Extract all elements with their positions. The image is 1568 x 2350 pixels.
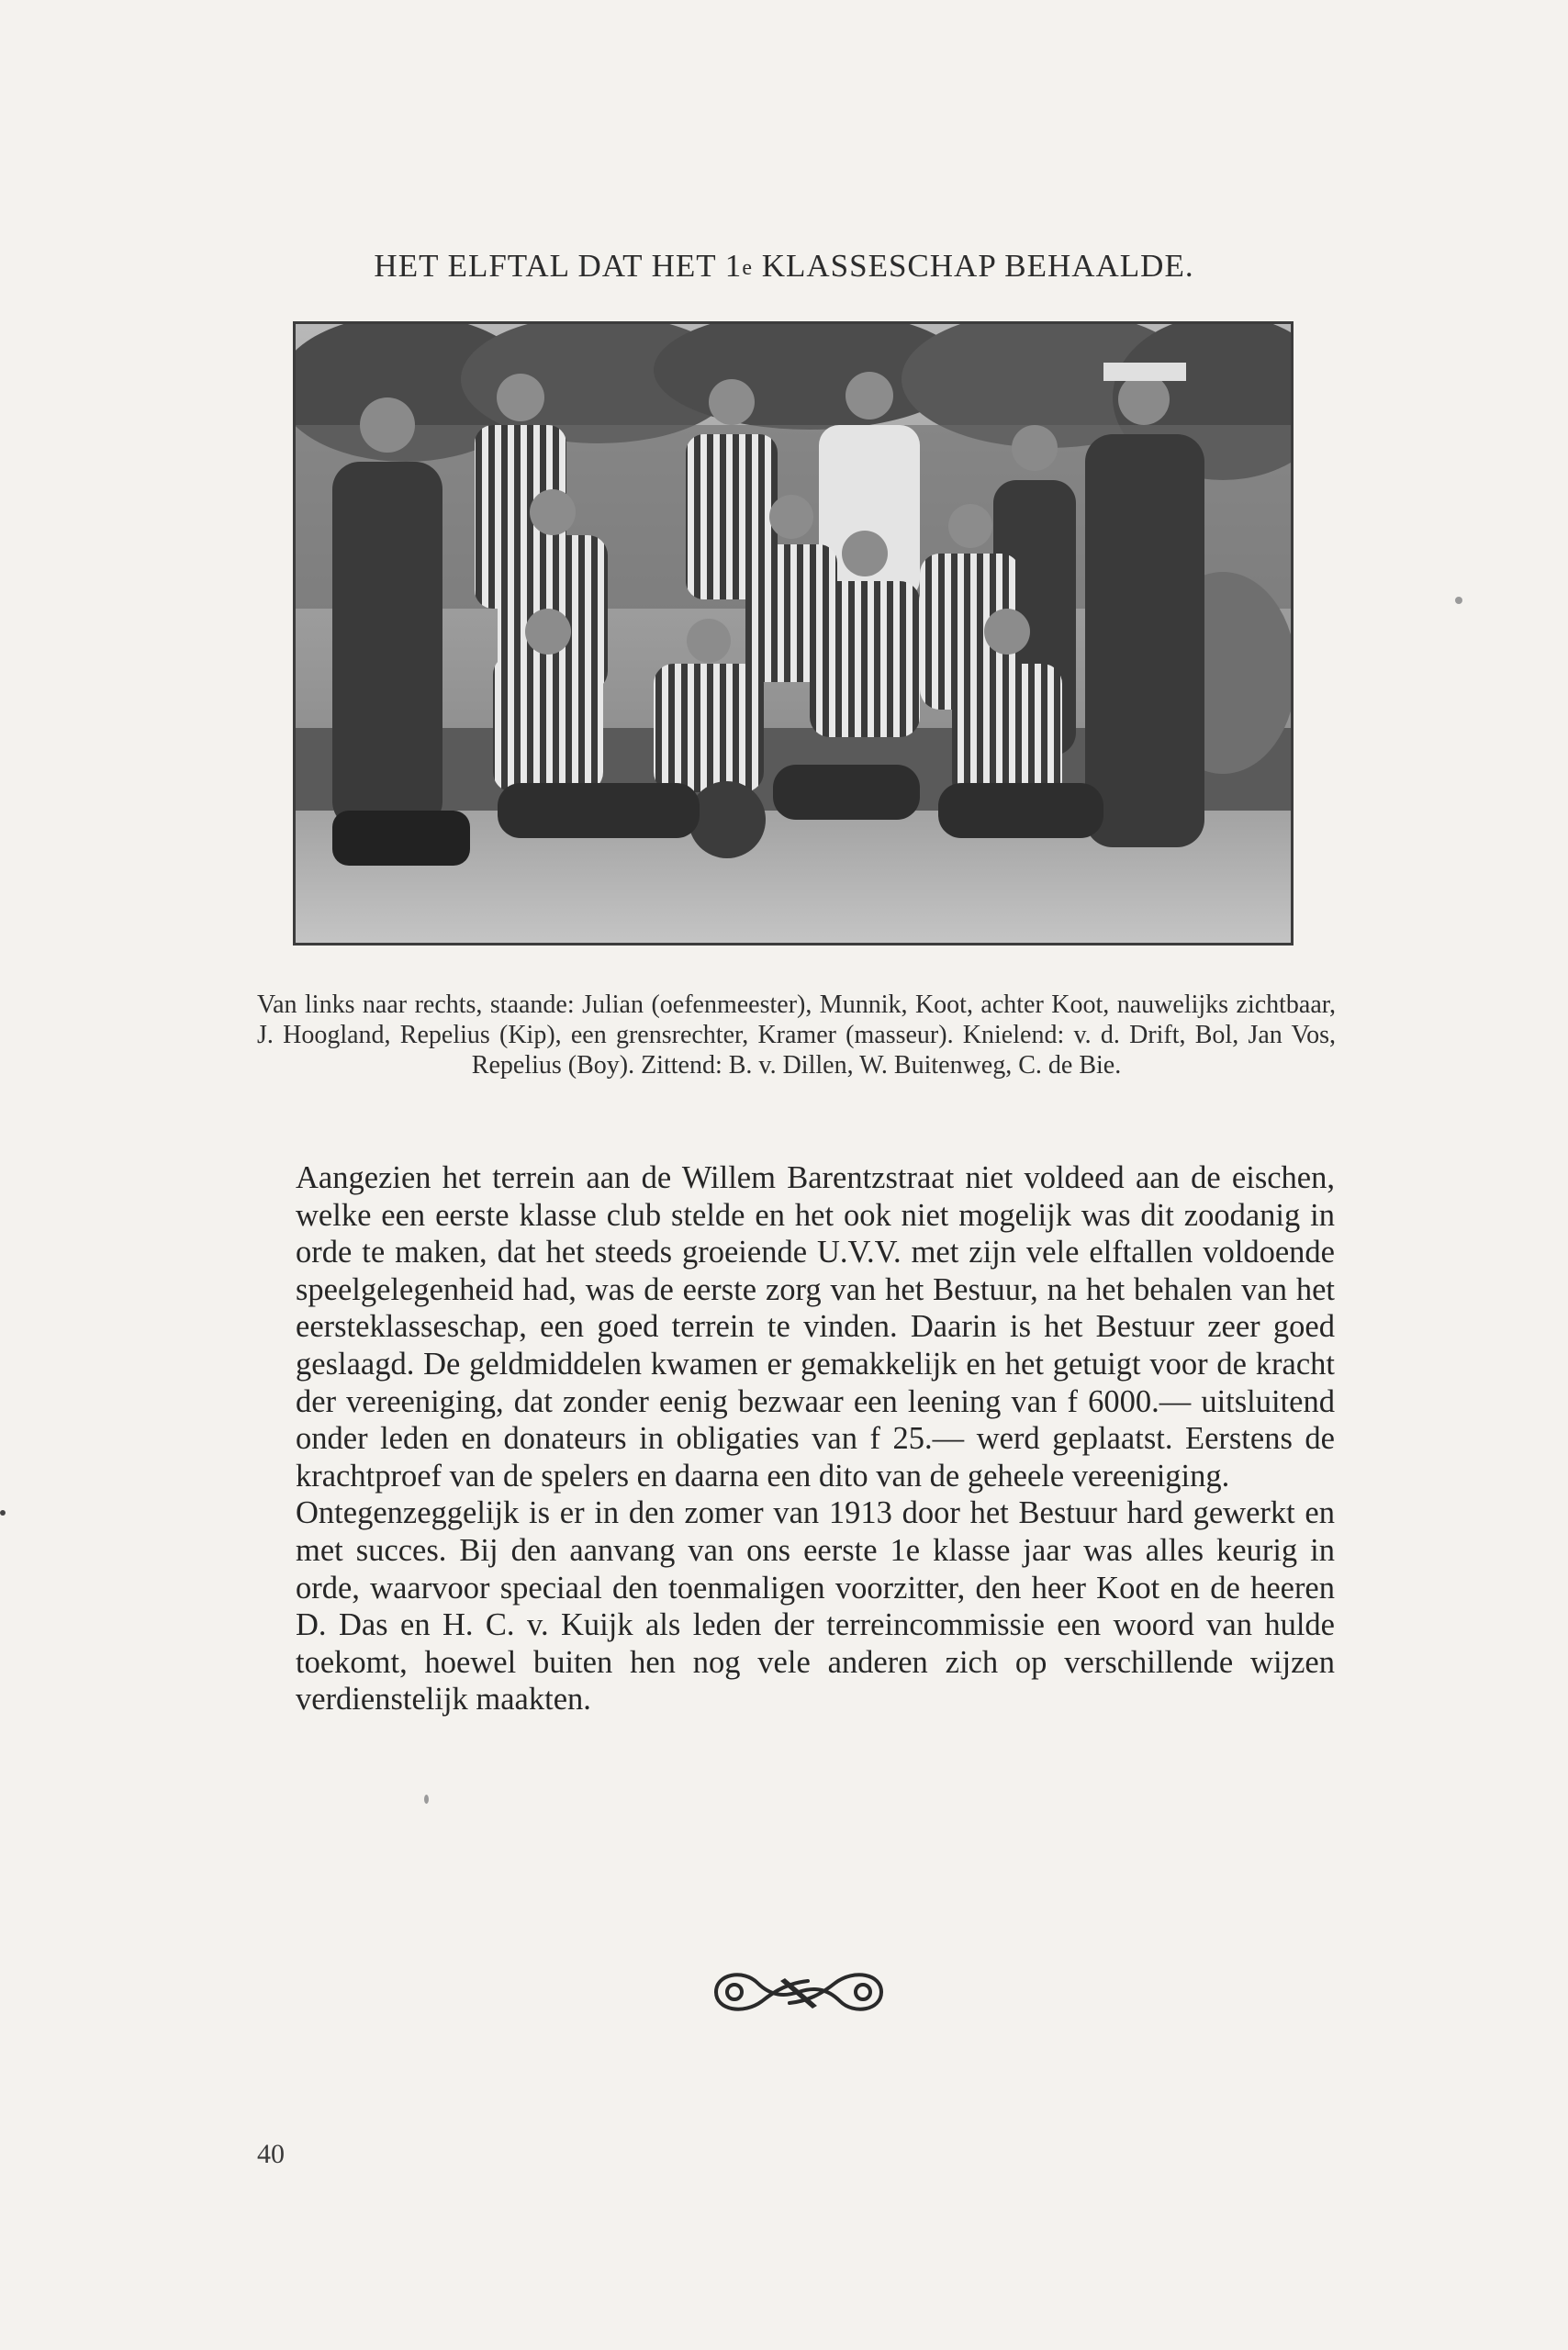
team-photo-icon [296,324,1291,943]
page-number: 40 [257,2139,285,2169]
paragraph-1: Aangezien het terrein aan de Willem Barentzstraat niet voldeed aan de eischen, welke een eerste klasse club stelde en het ook niet mogelijk was dit zoodanig in orde te maken, dat het steeds groeiende U.V.V. met zijn vele elftallen voldoende speelgelegenheid had, was de eerste zorg van het Bestuur, na het behalen van het eersteklasseschap, een goed terrein te vinden. Daarin is het Bestuur zeer goed geslaagd. De geldmiddelen kwamen er gemakkelijk en het getuigt voor de kracht der vereeniging, dat zonder eenig bezwaar een leening van f 6000.— uitsluitend onder leden en donateurs in obligaties van f 25.— werd geplaatst. Eerstens de krachtproef van de spelers en daarna een dito van de geheele vereeniging. [296,1160,1335,1494]
page-heading [0,248,1568,285]
team-photo [293,321,1294,946]
photo-caption: Van links naar rechts, staande: Julian (oefenmeester), Munnik, Koot, achter Koot, nauwelijks zichtbaar, J. Hoogland, Repelius (Kip), een grensrechter, Kramer (masseur). Knielend: v. d. Drift, Bol, Jan Vos, Repelius (Boy). Zittend: B. v. Dillen, W. Buitenweg, C. de Bie. [257,990,1336,1080]
paragraph-2: Ontegenzeggelijk is er in den zomer van 1913 door het Bestuur hard gewerkt en met succes. Bij den aanvang van ons eerste 1e klasse jaar was alles keurig in orde, waarvoor speciaal den toenmaligen voorzitter, den heer Koot en de heeren D. Das en H. C. v. Kuijk als leden der terreincommissie een woord van hulde toekomt, hoewel buiten hen nog vele anderen zich op verschillende wijzen verdienstelijk maakten. [296,1495,1335,1718]
decorative-flourish-icon [698,1955,900,2029]
paper-speck [1455,597,1462,604]
paper-speck [424,1795,429,1804]
heading-superscript: e [742,256,753,280]
heading-text-after: KLASSESCHAP BEHAALDE. [752,248,1194,284]
article-body [296,1159,1335,1718]
heading-text-before: HET ELFTAL DAT HET 1 [374,248,743,284]
paper-speck [0,1510,6,1516]
